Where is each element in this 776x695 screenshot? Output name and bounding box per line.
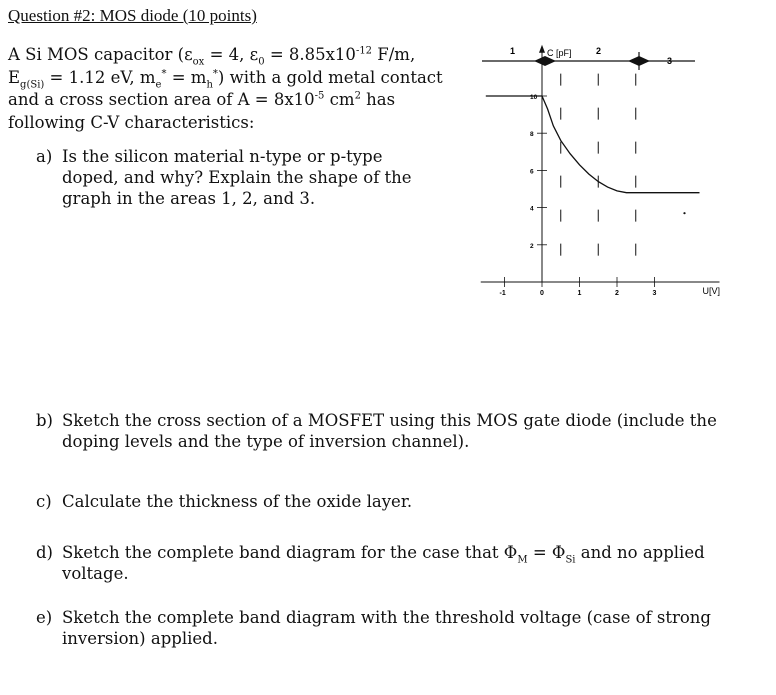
- part-a-label: a): [36, 147, 53, 166]
- x-tick-label: 0: [540, 290, 544, 297]
- y-tick-label: 6: [530, 168, 534, 176]
- region-label-3: 3: [667, 56, 673, 66]
- problem-statement: [8, 44, 458, 134]
- part-e-line-2: inversion) applied.: [62, 629, 218, 648]
- y-tick-label: 10: [530, 94, 538, 101]
- region-label-2: 2: [596, 46, 602, 56]
- cv-curve-line: [486, 96, 700, 193]
- dashed-guides: [561, 74, 636, 273]
- chart-plot: [486, 96, 700, 214]
- part-e-line-1: Sketch the complete band diagram with the threshold voltage (case of strong: [62, 608, 711, 627]
- part-b-line-1: Sketch the cross section of a MOSFET using this MOS gate diode (include the: [62, 411, 717, 430]
- x-tick-label: 2: [615, 290, 619, 297]
- region-arrow-2-left: [628, 56, 639, 66]
- y-axis-arrow: [539, 45, 545, 53]
- x-tick-label: 1: [577, 290, 582, 297]
- intro-line-1: A Si MOS capacitor ($\varepsilon_{ox} = 4$, $\varepsilon_0 = 8.85x10^{-12}$ F/m,: [8, 45, 416, 68]
- cv-characteristic-chart: [470, 40, 770, 302]
- intro-line-2: $E_{g(Si)} = 1.12$ eV, $m_e^* = m_h^*$) with a gold metal contact: [8, 67, 443, 90]
- part-a-line-3: graph in the areas 1, 2, and 3.: [62, 189, 316, 208]
- region-label-1: 1: [510, 46, 516, 56]
- region-arrow-1-left: [534, 56, 545, 66]
- region-indicator-bar: [482, 46, 695, 70]
- part-d-label: d): [36, 543, 53, 562]
- part-d-line-1: Sketch the complete band diagram for the case that $\Phi_M = \Phi_{Si}$ and no applied: [62, 543, 705, 566]
- intro-line-4: following C-V characteristics:: [8, 112, 255, 132]
- y-tick-label: 2: [530, 242, 534, 250]
- question-title: Question #2: MOS diode (10 points): [8, 6, 257, 25]
- intro-line-3: and a cross section area of $A = 8x10^{-5}$ $cm^2$ has: [8, 90, 396, 109]
- region-arrow-2-right: [639, 56, 650, 66]
- y-tick-label: 4: [530, 205, 534, 213]
- stray-dot: [683, 212, 685, 214]
- part-a-line-2: doped, and why? Explain the shape of the: [62, 168, 412, 187]
- x-axis-label: U[V]: [702, 286, 721, 296]
- part-b-line-2: doping levels and the type of inversion channel).: [62, 432, 470, 451]
- part-d-line-2: voltage.: [62, 564, 129, 583]
- chart-axes: [481, 45, 720, 297]
- x-tick-label: -1: [499, 290, 506, 297]
- y-axis-label: C [pF]: [547, 47, 572, 58]
- y-tick-label: 8: [530, 131, 534, 139]
- x-tick-label: 3: [652, 290, 657, 297]
- part-c-line-1: Calculate the thickness of the oxide layer.: [62, 492, 413, 511]
- part-b-label: b): [36, 411, 53, 430]
- part-e-label: e): [36, 608, 53, 627]
- part-a-line-1: Is the silicon material n-type or p-type: [62, 147, 383, 166]
- part-c-label: c): [36, 492, 52, 511]
